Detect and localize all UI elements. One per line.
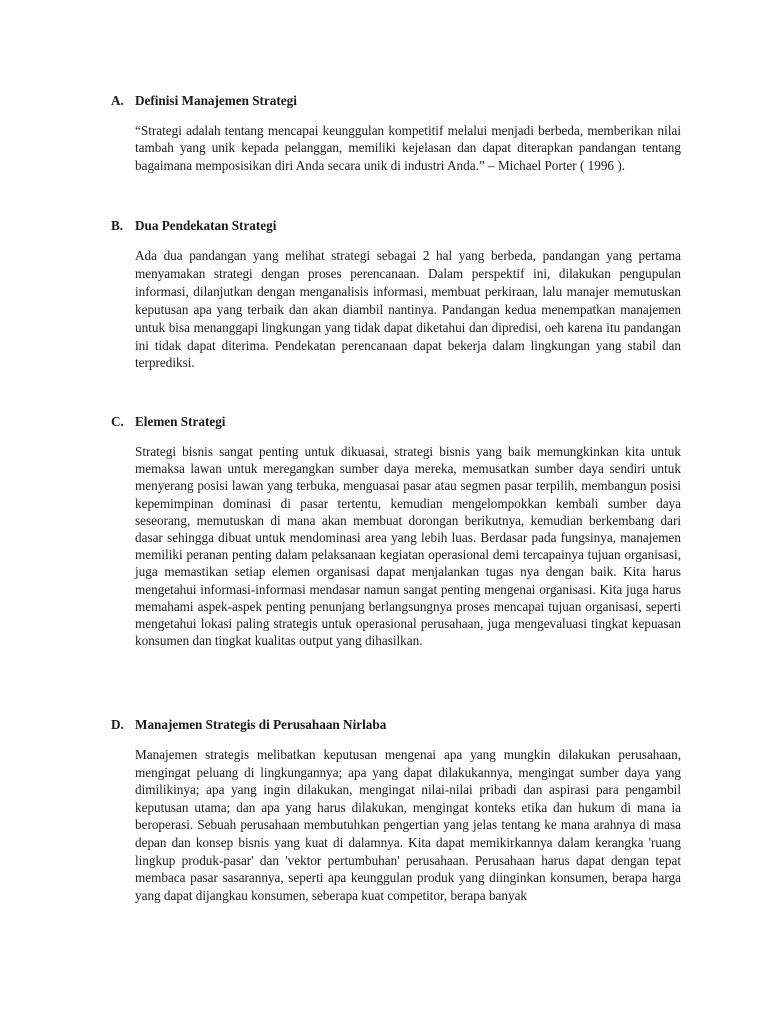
- section-letter: D.: [111, 717, 124, 732]
- section-title: Elemen Strategi: [135, 414, 226, 429]
- section-letter: C.: [111, 414, 124, 429]
- section-a: [111, 92, 681, 174]
- section-paragraph: “Strategi adalah tentang mencapai keunggulan kompetitif melalui menjadi berbeda, memberikan nilai tambah yang unik kepada pelanggan, memiliki kejelasan dan dapat diterapkan pandangan tentang bagaimana memposisikan diri Anda secara unik di industri Anda.” – Michael Porter ( 1996 ).: [135, 123, 681, 173]
- section-paragraph: Ada dua pandangan yang melihat strategi sebagai 2 hal yang berbeda, pandangan yang pertama menyamakan strategi dengan proses perencanaan. Dalam perspektif ini, dilakukan pengupulan informasi, dilanjutkan dengan menganalisis informasi, membuat perkiraan, lalu manajer memutuskan keputusan apa yang terbaik dan akan diambil nantinya. Pandangan kedua menempatkan manajemen untuk bisa menanggapi lingkungan yang tidak dapat diketahui dan dipredisi, oeh karena itu pandangan ini tidak dapat diterima. Pendekatan perencanaan dapat bekerja dalam lingkungan yang stabil dan terprediksi.: [135, 248, 681, 371]
- section-paragraph: Strategi bisnis sangat penting untuk dikuasai, strategi bisnis yang baik memungkinkan kita untuk memaksa lawan untuk meregangkan sumber daya mereka, memusatkan sumber daya sendiri untuk menyerang posisi lawan yang terbuka, menguasai pasar atau segmen pasar terpilih, membangun posisi kepemimpinan dominasi di pasar tertentu, kemudian mengelompokkan kembali sumber daya seseorang, memutuskan di mana akan membuat dorongan berikutnya, kemudian berkembang dari dasar sehingga dibuat untuk mendominasi area yang lebih luas. Berdasar pada fungsinya, manajemen memiliki peranan penting dalam pelaksanaan kegiatan operasional demi tercapainya tujuan organisasi, juga memastikan setiap elemen organisasi dapat menjalankan tugas nya dengan baik. Kita harus mengetahui informasi-informasi mendasar namun sangat penting mengenai organisasi. Kita juga harus memahami aspek-aspek penting penunjang berlangsungnya proses mencapai tujuan organisasi, seperti mengetahui lokasi paling strategis untuk operasional perusahaan, juga mengevaluasi tingkat kepuasan konsumen dan tingkat kualitas output yang dihasilkan.: [135, 444, 681, 649]
- section-c: [111, 413, 681, 649]
- section-title: Definisi Manajemen Strategi: [135, 93, 297, 108]
- section-title: Dua Pendekatan Strategi: [135, 218, 277, 233]
- section-title: Manajemen Strategis di Perusahaan Nirlaba: [135, 717, 387, 732]
- section-heading: [111, 413, 681, 431]
- section-heading: [111, 217, 681, 235]
- section-heading: [111, 716, 681, 734]
- section-letter: A.: [111, 93, 124, 108]
- section-paragraph: Manajemen strategis melibatkan keputusan mengenai apa yang mungkin dilakukan perusahaan, mengingat peluang di lingkungannya; apa yang dapat dilakukannya, mengingat sumber daya yang dimilikinya; apa yang ingin dilakukan, mengingat nilai-nilai pribadi dan aspirasi para pengambil keputusan utama; dan apa yang harus dilakukan, mengingat konteks etika dan hukum di mana ia beroperasi. Sebuah perusahaan membutuhkan pengertian yang jelas tentang ke mana arahnya di masa depan dan konsep bisnis yang kuat di dalamnya. Kita dapat memikirkannya dalam kerangka 'ruang lingkup produk-pasar' dan 'vektor pertumbuhan' perusahaan. Perusahaan harus dapat dengan tepat membaca pasar sasarannya, seperti apa keunggulan produk yang diinginkan konsumen, berapa harga yang dapat dijangkau konsumen, seberapa kuat competitor, berapa banyak: [135, 747, 681, 903]
- section-heading: [111, 92, 681, 110]
- section-d: [111, 716, 681, 904]
- section-letter: B.: [111, 218, 124, 233]
- section-b: [111, 217, 681, 372]
